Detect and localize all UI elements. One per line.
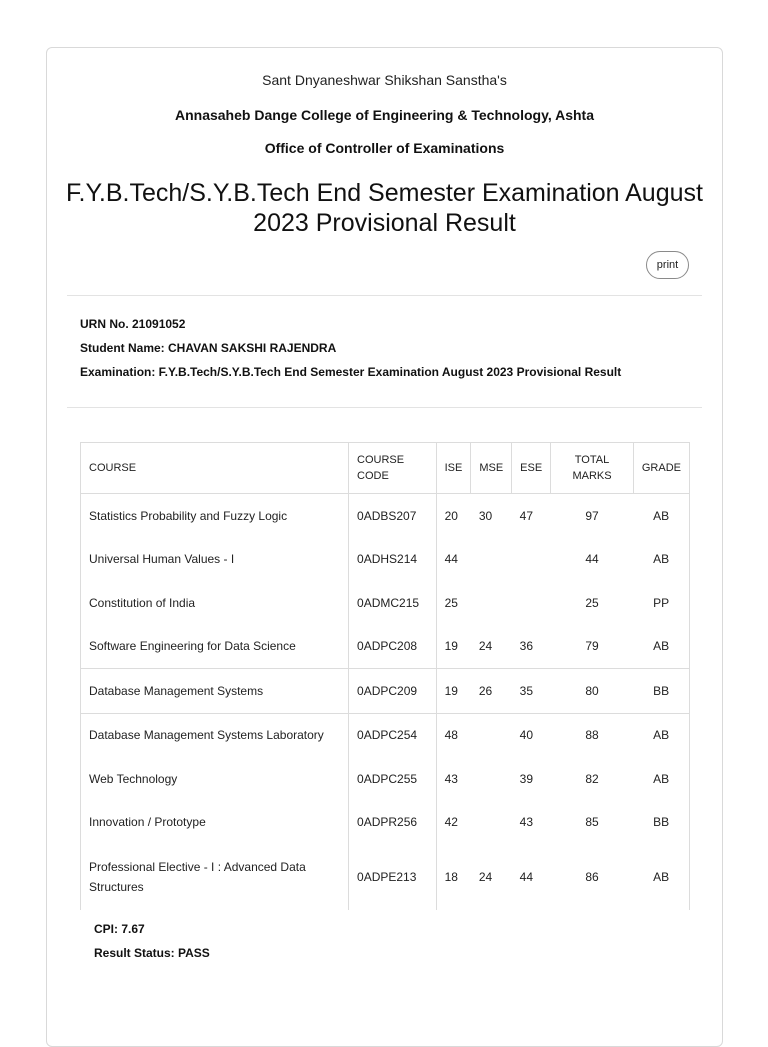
grade: AB [633,757,689,801]
course-code: 0ADMC215 [349,581,437,625]
table-row [81,625,690,669]
course-code: 0ADPC255 [349,757,437,801]
grade: AB [633,494,689,538]
table-row [81,844,690,910]
result-status: Result Status: PASS [94,946,210,960]
ese-marks: 43 [519,815,534,830]
mse-marks [471,801,512,845]
grade: AB [633,625,689,669]
grade: AB [633,713,689,757]
ise-marks: 43 [436,757,471,801]
ese-marks: 36 [519,639,534,654]
col-header-mse: MSE [471,443,512,494]
ese-marks: 35 [512,669,551,714]
course-code: 0ADBS207 [349,494,437,538]
mse-marks [471,581,512,625]
total-marks: 85 [585,815,599,830]
ese-marks [512,538,551,582]
ese-marks: 44 [519,870,534,884]
college-name: Annasaheb Dange College of Engineering & Technology, Ashta [174,107,594,123]
course-code: 0ADPC254 [349,713,437,757]
result-card [46,47,723,1047]
grade: BB [633,801,689,845]
exam-title: F.Y.B.Tech/S.Y.B.Tech End Semester Examination August 2023 Provisional Result [66,179,703,237]
col-header-total-marks: TOTAL MARKS [551,443,634,494]
ise-marks: 25 [436,581,471,625]
mse-marks: 30 [478,508,493,523]
col-header-grade: GRADE [633,443,689,494]
ise-marks: 44 [436,538,471,582]
print-button[interactable]: print [646,251,689,279]
mse-marks: 26 [471,669,512,714]
table-row [81,757,690,801]
ise-marks: 20 [436,494,471,538]
total-marks: 44 [585,552,599,567]
table-row [81,494,690,538]
ise-marks: 19 [436,625,471,669]
course-name: Professional Elective - I : Advanced Data Structures [81,844,349,910]
course-name: Universal Human Values - I [81,538,349,582]
table-row [81,581,690,625]
table-row [81,713,690,757]
student-name: Student Name: CHAVAN SAKSHI RAJENDRA [80,341,337,355]
ise-marks: 42 [436,801,471,845]
course-code: 0ADPE213 [349,844,437,910]
col-header-ise: ISE [436,443,471,494]
divider [67,407,702,408]
mse-marks [471,538,512,582]
course-name: Innovation / Prototype [81,801,349,845]
ise-marks: 48 [436,713,471,757]
trust-name: Sant Dnyaneshwar Shikshan Sanstha's [262,72,507,88]
cpi-value: CPI: 7.67 [94,922,145,936]
grade: BB [633,669,689,714]
course-name: Statistics Probability and Fuzzy Logic [81,494,349,538]
divider [67,295,702,296]
ise-marks: 18 [436,844,471,910]
ese-marks: 40 [512,713,551,757]
table-row [81,538,690,582]
table-row [81,801,690,845]
col-header-ese: ESE [512,443,551,494]
grade: AB [633,538,689,582]
ese-marks: 39 [519,771,534,786]
mse-marks: 24 [478,870,493,884]
urn-number: URN No. 21091052 [80,317,186,331]
mse-marks [471,757,512,801]
total-marks: 97 [585,508,599,523]
course-code: 0ADPC209 [349,669,437,714]
grade: PP [633,581,689,625]
ese-marks [512,581,551,625]
course-code: 0ADHS214 [349,538,437,582]
total-marks: 86 [585,870,599,884]
course-name: Software Engineering for Data Science [81,625,349,669]
office-name: Office of Controller of Examinations [264,140,505,156]
course-code: 0ADPR256 [349,801,437,845]
ese-marks: 47 [519,508,534,523]
results-table [80,442,690,910]
col-header-course-code: COURSE CODE [349,443,437,494]
course-name: Constitution of India [81,581,349,625]
total-marks: 79 [585,639,599,654]
total-marks: 25 [585,595,599,610]
col-header-course: COURSE [81,443,349,494]
total-marks: 82 [585,771,599,786]
table-header-row [81,443,690,494]
mse-marks [471,713,512,757]
course-name: Database Management Systems Laboratory [81,713,349,757]
examination-name: Examination: F.Y.B.Tech/S.Y.B.Tech End Semester Examination August 2023 Provisional Result [80,365,622,379]
total-marks: 88 [551,713,634,757]
course-name: Database Management Systems [81,669,349,714]
grade: AB [633,844,689,910]
course-name: Web Technology [81,757,349,801]
total-marks: 80 [551,669,634,714]
table-row [81,669,690,714]
mse-marks: 24 [478,639,493,654]
course-code: 0ADPC208 [349,625,437,669]
ise-marks: 19 [436,669,471,714]
